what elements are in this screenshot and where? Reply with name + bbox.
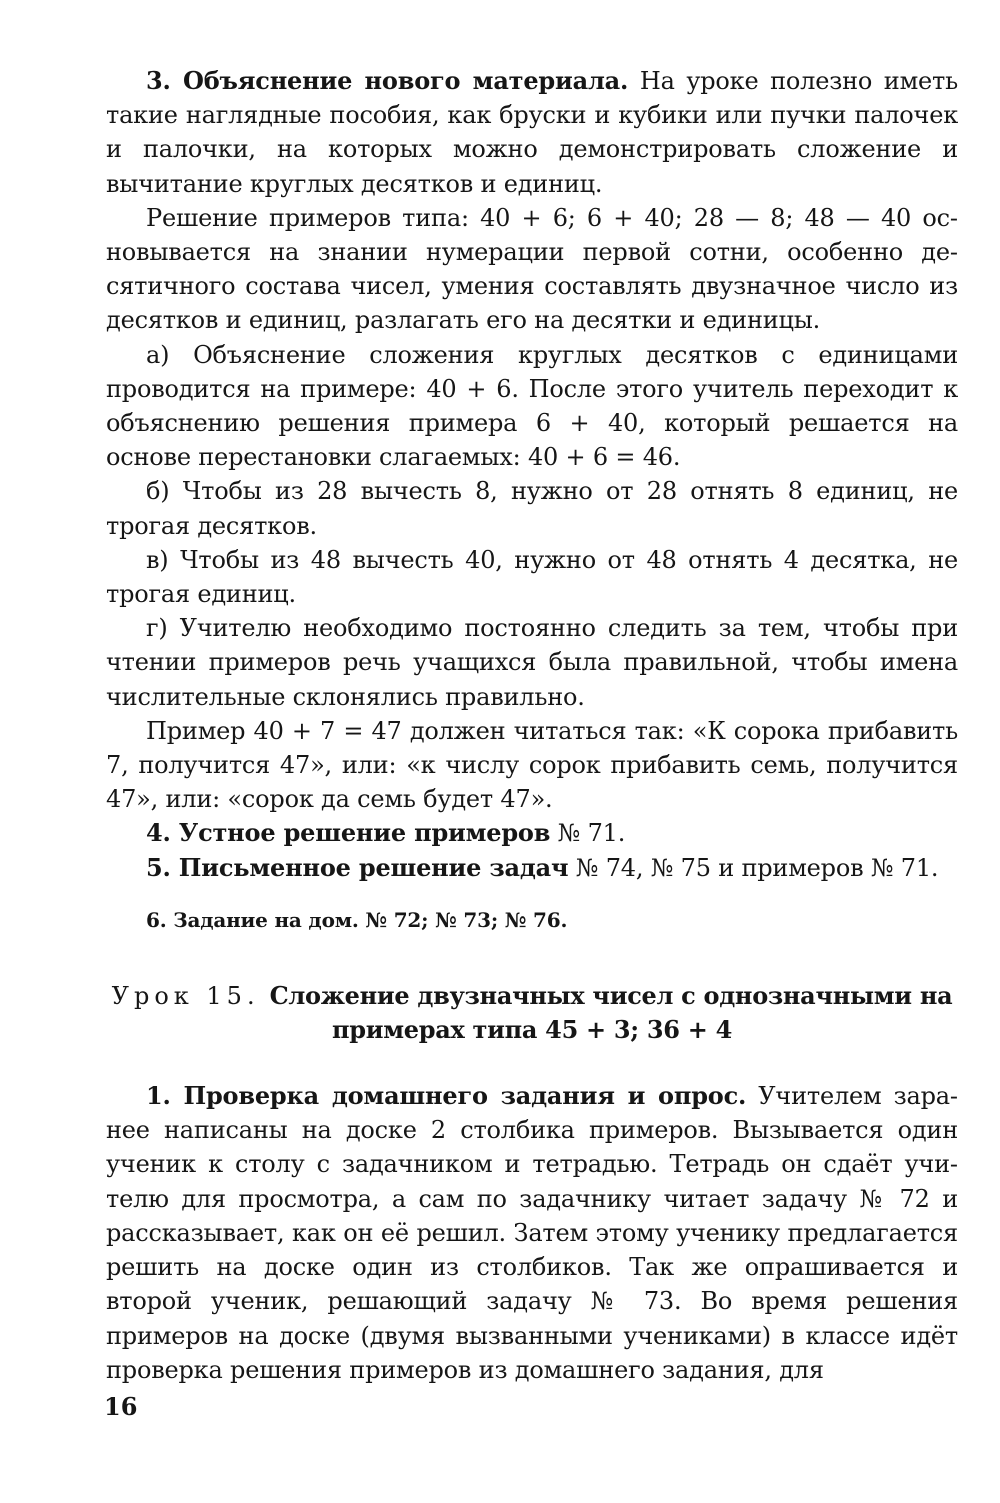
text-column [106, 64, 958, 1387]
paragraph-a: а) Объяснение сложения круглых десятков с единицами проводится на примере: 40 + 6. После этого учитель переходит к объяснению решения примера 6 + 40, который решается на основе перестановки слагаемых: 40 + 6 = 46. [106, 340, 958, 472]
page-number: 16 [104, 1392, 138, 1421]
section-3-text: На уроке полезно иметь такие наглядные пособия, как бруски и кубики или пучки палочек и палочки, на которых можно демонстрировать сложение и вычитание круглых десятков и единиц. [106, 67, 958, 198]
item-4-label: 4. Устное решение примеров [146, 818, 551, 848]
lesson-title: Сложение двузначных чисел с однозначными на примерах типа 45 + 3; 36 + 4 [269, 981, 953, 1045]
paragraph-b: б) Чтобы из 28 вычесть 8, нужно от 28 отнять 8 единиц, не трогая десятков. [106, 477, 958, 540]
item-5-label: 5. Письменное решение задач [146, 852, 569, 882]
section-3-heading: 3. Объяснение нового материала. [146, 66, 629, 95]
item-5 [106, 851, 958, 885]
item-4-number: № 71. [550, 819, 626, 848]
lesson-label: Урок 15. [111, 982, 260, 1011]
paragraph-solution: Решение примеров типа: 40 + 6; 6 + 40; 28 — 8; 48 — 40 основывается на знании нумерации первой сотни, особенно десятичного состава чисел, умения составлять двузначное число из десятков и единиц, разлагать его на десятки и единицы. [106, 203, 958, 335]
paragraph-example: Пример 40 + 7 = 47 должен читаться так: «К сорока прибавить 7, получится 47», или: «к числу сорок прибавить семь, получится 47», или: «сорок да семь будет 47». [106, 716, 958, 814]
item-5-number: № 74, № 75 и примеров № 71. [568, 853, 939, 882]
paragraph-g: г) Учителю необходимо постоянно следить за тем, чтобы при чтении примеров речь учащихся была правильной, чтобы имена числительные склонялись правильно. [106, 614, 958, 711]
paragraph-section-3 [106, 64, 958, 201]
section-1-heading: 1. Проверка домашнего задания и опрос. [146, 1081, 747, 1111]
paragraph-v: в) Чтобы из 48 вычесть 40, нужно от 48 отнять 4 десятка, не трогая единиц. [106, 545, 958, 609]
lesson-heading [106, 979, 958, 1047]
paragraph-section-1 [106, 1079, 958, 1387]
section-1-text: Учителем заранее написаны на доске 2 столбика примеров. Вызывается один ученик к столу с задачником и тетрадью. Тетрадь он сдаёт учителю для просмотра, а сам по задачнику читает задачу № 72 и рассказывает, как он её решил. Затем этому ученику предлагается решить на доске один из столбиков. Так же опрашивается и второй ученик, решающий задачу № 73. Во время решения примеров на доске (двумя вызванными учениками) в классе идёт проверка решения примеров из домашнего задания, для [106, 1082, 958, 1384]
item-4 [106, 816, 958, 850]
item-6-homework: 6. Задание на дом. № 72; № 73; № 76. [146, 907, 568, 932]
